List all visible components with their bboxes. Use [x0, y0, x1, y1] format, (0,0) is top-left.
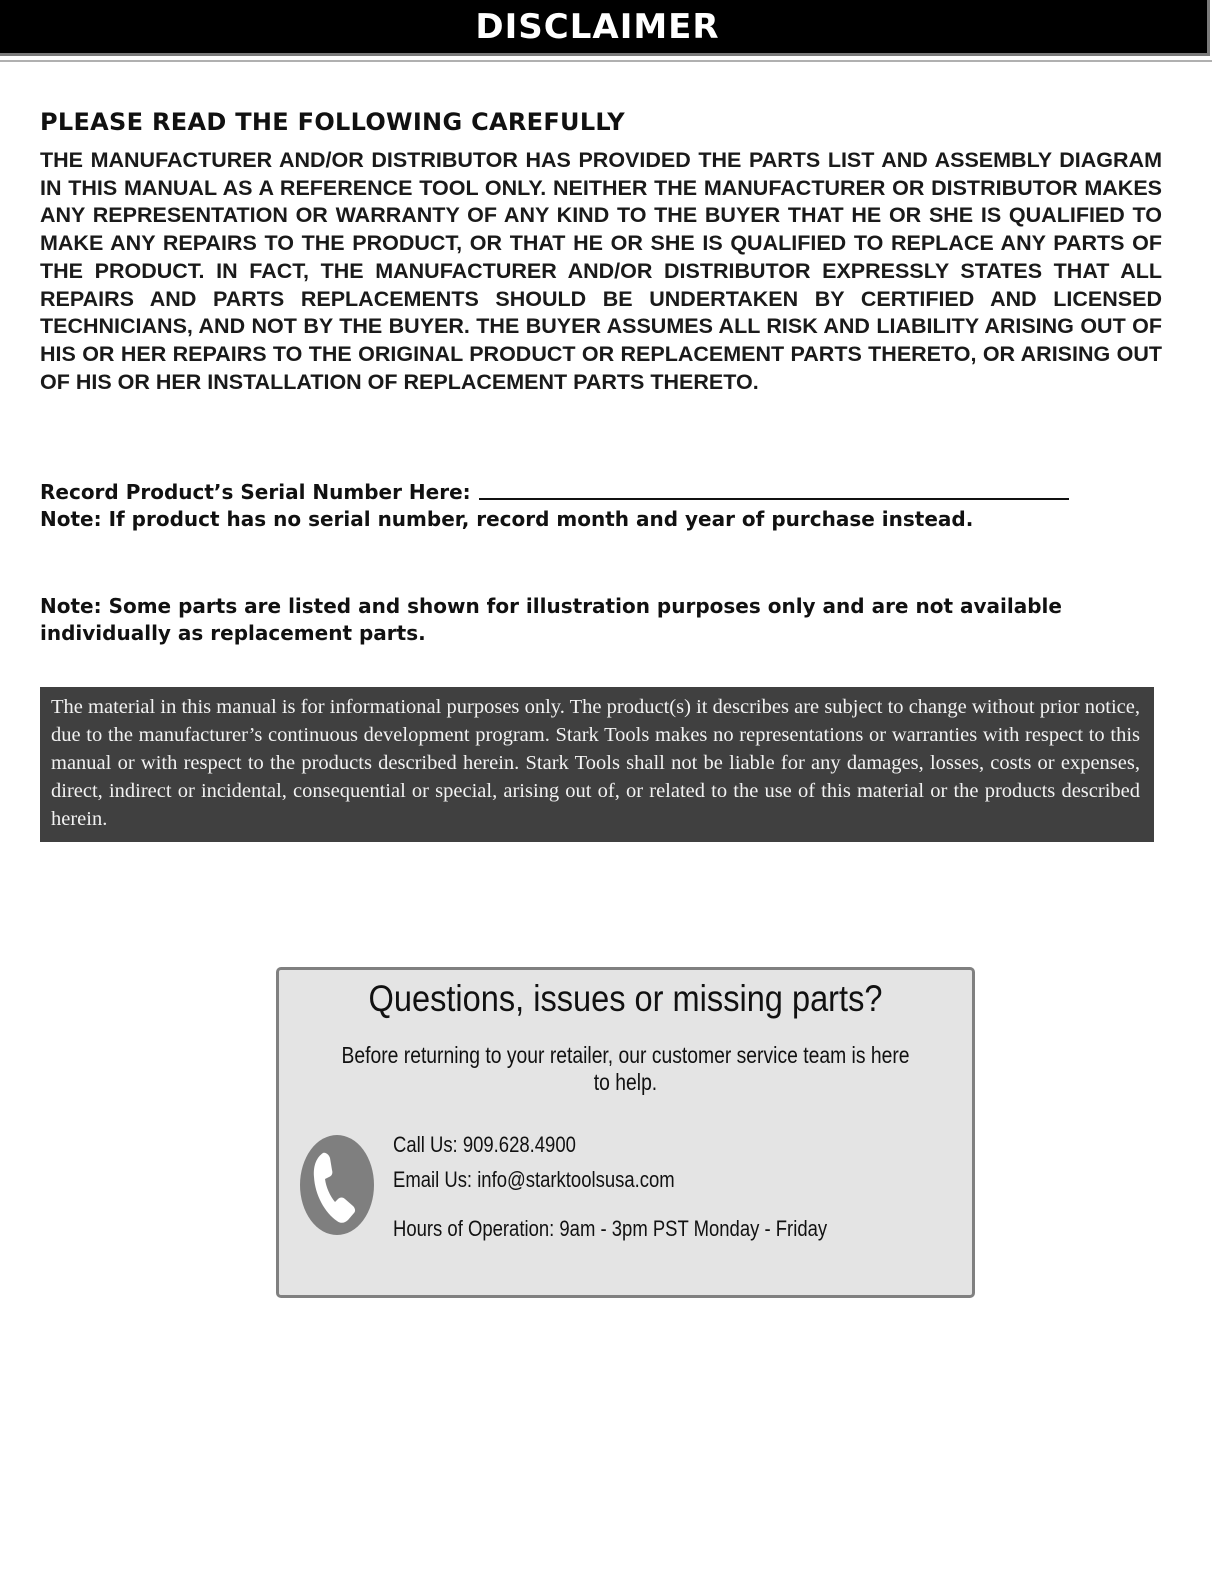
disclaimer-heading: PLEASE READ THE FOLLOWING CAREFULLY	[40, 108, 625, 136]
page-title: DISCLAIMER	[475, 6, 720, 47]
serial-number-block	[40, 479, 1170, 533]
serial-number-note: Note: If product has no serial number, record month and year of purchase instead.	[40, 507, 974, 531]
informational-notice-panel	[40, 687, 1154, 842]
customer-service-title: Questions, issues or missing parts?	[368, 978, 883, 1019]
header-divider	[0, 60, 1212, 62]
hours-of-operation: Hours of Operation: 9am - 3pm PST Monday - Friday	[393, 1216, 828, 1241]
serial-number-label: Record Product’s Serial Number Here:	[40, 480, 471, 504]
disclaimer-body: THE MANUFACTURER AND/OR DISTRIBUTOR HAS PROVIDED THE PARTS LIST AND ASSEMBLY DIAGRAM IN THIS MANUAL AS A REFERENCE TOOL ONLY. NEITHER THE MANUFACTURER OR DISTRIBUTOR MAKES ANY REPRESENTATION OR WARRANTY OF ANY KIND TO THE BUYER THAT HE OR SHE IS QUALIFIED TO MAKE ANY REPAIRS TO THE PRODUCT, OR THAT HE OR SHE IS QUALIFIED TO REPLACE ANY PARTS OF THE PRODUCT. IN FACT, THE MANUFACTURER AND/OR DISTRIBUTOR EXPRESSLY STATES THAT ALL REPAIRS AND PARTS REPLACEMENTS SHOULD BE UNDERTAKEN BY CERTIFIED AND LICENSED TECHNICIANS, AND NOT BY THE BUYER. THE BUYER ASSUMES ALL RISK AND LIABILITY ARISING OUT OF HIS OR HER REPAIRS TO THE ORIGINAL PRODUCT OR REPLACEMENT PARTS THERETO, OR ARISING OUT OF HIS OR HER INSTALLATION OF REPLACEMENT PARTS THERETO.	[40, 148, 1162, 394]
phone-number: Call Us: 909.628.4900	[393, 1132, 576, 1157]
informational-notice-text: The material in this manual is for informational purposes only. The product(s) it describes are subject to change without prior notice, due to the manufacturer’s continuous development program. Stark Tools makes no representations or warranties with respect to this manual or with respect to the products described herein. Stark Tools shall not be liable for any damages, losses, costs or expenses, direct, indirect or incidental, consequential or special, arising out of, or related to the use of this material or the products described herein.	[51, 696, 1140, 830]
customer-service-box	[276, 967, 975, 1298]
phone-icon	[299, 1133, 377, 1237]
email-address: Email Us: info@starktoolsusa.com	[393, 1167, 675, 1192]
header-bar	[0, 0, 1210, 56]
parts-availability-note: Note: Some parts are listed and shown for illustration purposes only and are not available individually as replacement parts.	[40, 594, 1062, 645]
customer-service-subtitle: Before returning to your retailer, our customer service team is here to help.	[341, 1042, 910, 1095]
serial-number-row	[40, 479, 1170, 506]
contact-details	[393, 1132, 827, 1251]
serial-number-blank-line	[479, 498, 1069, 500]
